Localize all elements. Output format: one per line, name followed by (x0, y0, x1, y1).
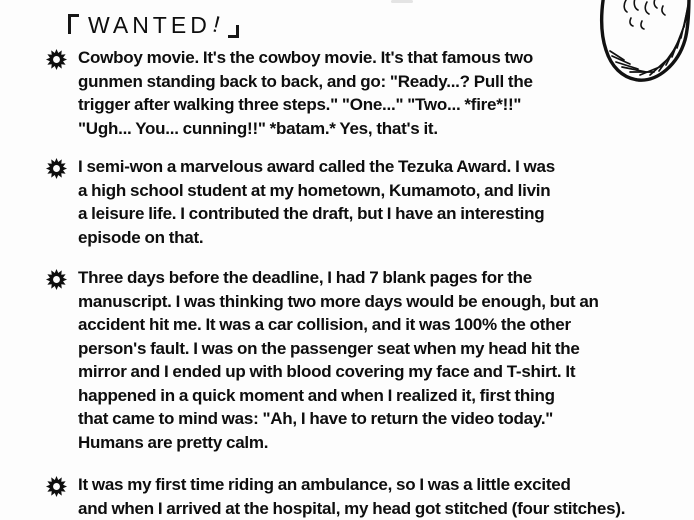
text-line: Cowboy movie. It's the cowboy movie. It's that famous two (78, 46, 533, 70)
text-line: mirror and I ended up with blood covering my face and T-shirt. It (78, 360, 599, 384)
gear-bullet-icon (45, 268, 69, 454)
paragraph-text (78, 266, 599, 454)
text-line: accident hit me. It was a car collision, and it was 100% the other (78, 313, 599, 337)
note-paragraph (45, 155, 625, 249)
text-line: I semi-won a marvelous award called the Tezuka Award. I was (78, 155, 555, 179)
gear-bullet-icon (45, 48, 69, 140)
paragraph-text (78, 46, 533, 140)
text-line: Three days before the deadline, I had 7 blank pages for the (78, 266, 599, 290)
text-line: episode on that. (78, 226, 555, 250)
text-line: a high school student at my hometown, Kumamoto, and livin (78, 179, 555, 203)
clipped-artifact (391, 0, 413, 3)
title-exclamation: ! (210, 11, 223, 39)
ink-sketch-sack (584, 0, 694, 122)
gear-bullet-icon (45, 157, 69, 249)
title-text: WANTED (88, 12, 211, 38)
note-paragraph (45, 266, 625, 454)
cjk-close-bracket-icon (228, 25, 239, 38)
text-line: that came to mind was: "Ah, I have to return the video today." (78, 407, 599, 431)
paragraph-text (78, 155, 555, 249)
text-line: Humans are pretty calm. (78, 431, 599, 455)
cjk-open-bracket-icon (68, 14, 79, 34)
text-line: happened in a quick moment and when I realized it, first thing (78, 384, 599, 408)
text-line: gunmen standing back to back, and go: "Ready...? Pull the (78, 70, 533, 94)
text-line: "Ugh... You... cunning!!" *batam.* Yes, that's it. (78, 117, 533, 141)
gear-bullet-icon (45, 475, 69, 520)
note-paragraph (45, 46, 625, 140)
paragraph-text (78, 473, 625, 520)
text-line: person's fault. I was on the passenger seat when my head hit the (78, 337, 599, 361)
paragraph-list (45, 46, 625, 520)
text-line: a leisure life. I contributed the draft, but I have an interesting (78, 202, 555, 226)
text-line: trigger after walking three steps." "One..." "Two... *fire*!!" (78, 93, 533, 117)
note-paragraph (45, 473, 625, 520)
page-title (68, 12, 239, 40)
text-line: manuscript. I was thinking two more days would be enough, but an (78, 290, 599, 314)
text-line: It was my first time riding an ambulance, so I was a little excited (78, 473, 625, 497)
text-line: and when I arrived at the hospital, my head got stitched (four stitches). (78, 497, 625, 520)
